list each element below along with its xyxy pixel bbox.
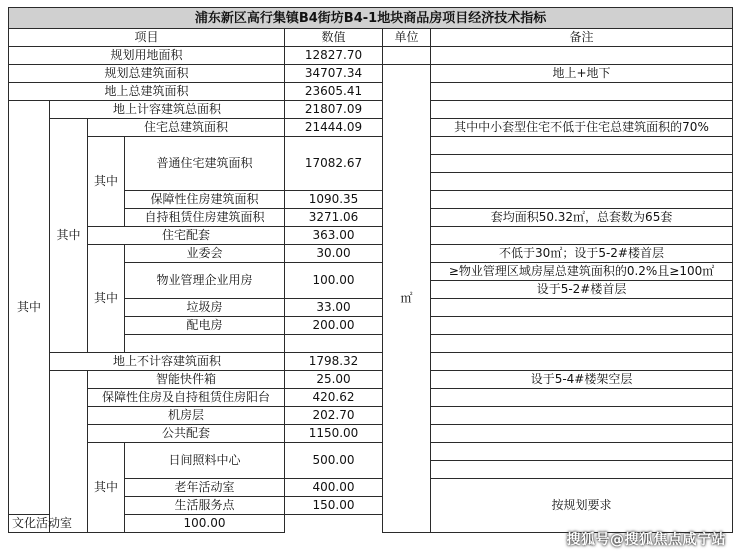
- row-value: 420.62: [285, 389, 383, 407]
- row-value: 500.00: [285, 443, 383, 479]
- row-value: 33.00: [285, 299, 383, 317]
- group-label-non-far: [50, 371, 88, 533]
- table-title: 浦东新区高行集镇B4街坊B4-1地块商品房项目经济技术指标: [9, 8, 733, 29]
- header-unit: 单位: [383, 29, 431, 47]
- row-label: 普通住宅建筑面积: [125, 137, 285, 191]
- row-label: 自持租赁住房建筑面积: [125, 209, 285, 227]
- row-label: 规划总建筑面积: [9, 65, 285, 83]
- group-label-residential: 其中: [88, 137, 125, 227]
- note-cell: [431, 173, 733, 191]
- note-cell: [431, 407, 733, 425]
- row-label: 规划用地面积: [9, 47, 285, 65]
- row-label: 保障性住房及自持租赁住房阳台: [88, 389, 285, 407]
- note-cell: [431, 299, 733, 317]
- row-value: 17082.67: [285, 137, 383, 191]
- note-cell: [431, 353, 733, 371]
- note-cell: [431, 335, 733, 353]
- planned-requirement-note: 按规划要求: [431, 479, 733, 533]
- note-cell: [431, 101, 733, 119]
- row-label: 生活服务点: [125, 497, 285, 515]
- group-label-outer: 其中: [9, 101, 50, 515]
- note-cell: [431, 317, 733, 335]
- row-label: 老年活动室: [125, 479, 285, 497]
- row-value: 150.00: [285, 497, 383, 515]
- row-value: 1150.00: [285, 425, 383, 443]
- row-label: 智能快件箱: [88, 371, 285, 389]
- note-cell: [431, 425, 733, 443]
- note-cell: [431, 155, 733, 173]
- row-value: 21807.09: [285, 101, 383, 119]
- note-cell: [431, 191, 733, 209]
- row-value: 30.00: [285, 245, 383, 263]
- row-value: 23605.41: [285, 83, 383, 101]
- row-note-line2: 设于5-2#楼首层: [431, 281, 733, 299]
- row-label: 垃圾房: [125, 299, 285, 317]
- row-value: 21444.09: [285, 119, 383, 137]
- row-label: 业委会: [125, 245, 285, 263]
- row-note-line1: ≥物业管理区域房屋总建筑面积的0.2%且≥100㎡: [431, 263, 733, 281]
- watermark: 搜狐号@搜狐焦点咸宁站: [566, 532, 726, 548]
- row-label: 文化活动室: [9, 515, 50, 533]
- note-cell: [431, 389, 733, 407]
- spacer-cell: [125, 335, 285, 353]
- row-label: 日间照料中心: [125, 443, 285, 479]
- note-cell: [431, 461, 733, 479]
- row-label: 住宅配套: [88, 227, 285, 245]
- group-label-support: 其中: [88, 245, 125, 353]
- row-value: 202.70: [285, 407, 383, 425]
- unit-cell: [383, 47, 431, 65]
- row-label: 机房层: [88, 407, 285, 425]
- note-cell: [431, 227, 733, 245]
- indicator-sheet: [8, 7, 732, 533]
- row-value: 34707.34: [285, 65, 383, 83]
- row-value: 400.00: [285, 479, 383, 497]
- note-cell: [431, 443, 733, 461]
- row-value: 100.00: [285, 263, 383, 299]
- row-label: 地上总建筑面积: [9, 83, 285, 101]
- row-label: 地上计容建筑总面积: [50, 101, 285, 119]
- row-label: 配电房: [125, 317, 285, 335]
- header-value: 数值: [285, 29, 383, 47]
- row-note: 地上+地下: [431, 65, 733, 83]
- note-cell: [431, 137, 733, 155]
- row-note: 设于5-4#楼架空层: [431, 371, 733, 389]
- group-label-far: 其中: [50, 119, 88, 353]
- header-note: 备注: [431, 29, 733, 47]
- row-value: 100.00: [125, 515, 285, 533]
- header-item: 项目: [9, 29, 285, 47]
- spacer-cell: [285, 335, 383, 353]
- row-value: 1090.35: [285, 191, 383, 209]
- row-label: 住宅总建筑面积: [88, 119, 285, 137]
- row-value: 1798.32: [285, 353, 383, 371]
- unit-square-meter: ㎡: [383, 65, 431, 533]
- row-value: 363.00: [285, 227, 383, 245]
- note-cell: [431, 47, 733, 65]
- row-note: 套均面积50.32㎡，总套数为65套: [431, 209, 733, 227]
- row-label: 保障性住房建筑面积: [125, 191, 285, 209]
- row-value: 25.00: [285, 371, 383, 389]
- row-note: 其中中小套型住宅不低于住宅总建筑面积的70%: [431, 119, 733, 137]
- row-value: 200.00: [285, 317, 383, 335]
- row-label: 地上不计容建筑面积: [50, 353, 285, 371]
- indicator-table: [8, 7, 733, 533]
- row-label: 物业管理企业用房: [125, 263, 285, 299]
- group-label-public: 其中: [88, 443, 125, 533]
- row-value: 12827.70: [285, 47, 383, 65]
- note-cell: [431, 83, 733, 101]
- row-label: 公共配套: [88, 425, 285, 443]
- row-value: 3271.06: [285, 209, 383, 227]
- row-note: 不低于30㎡；设于5-2#楼首层: [431, 245, 733, 263]
